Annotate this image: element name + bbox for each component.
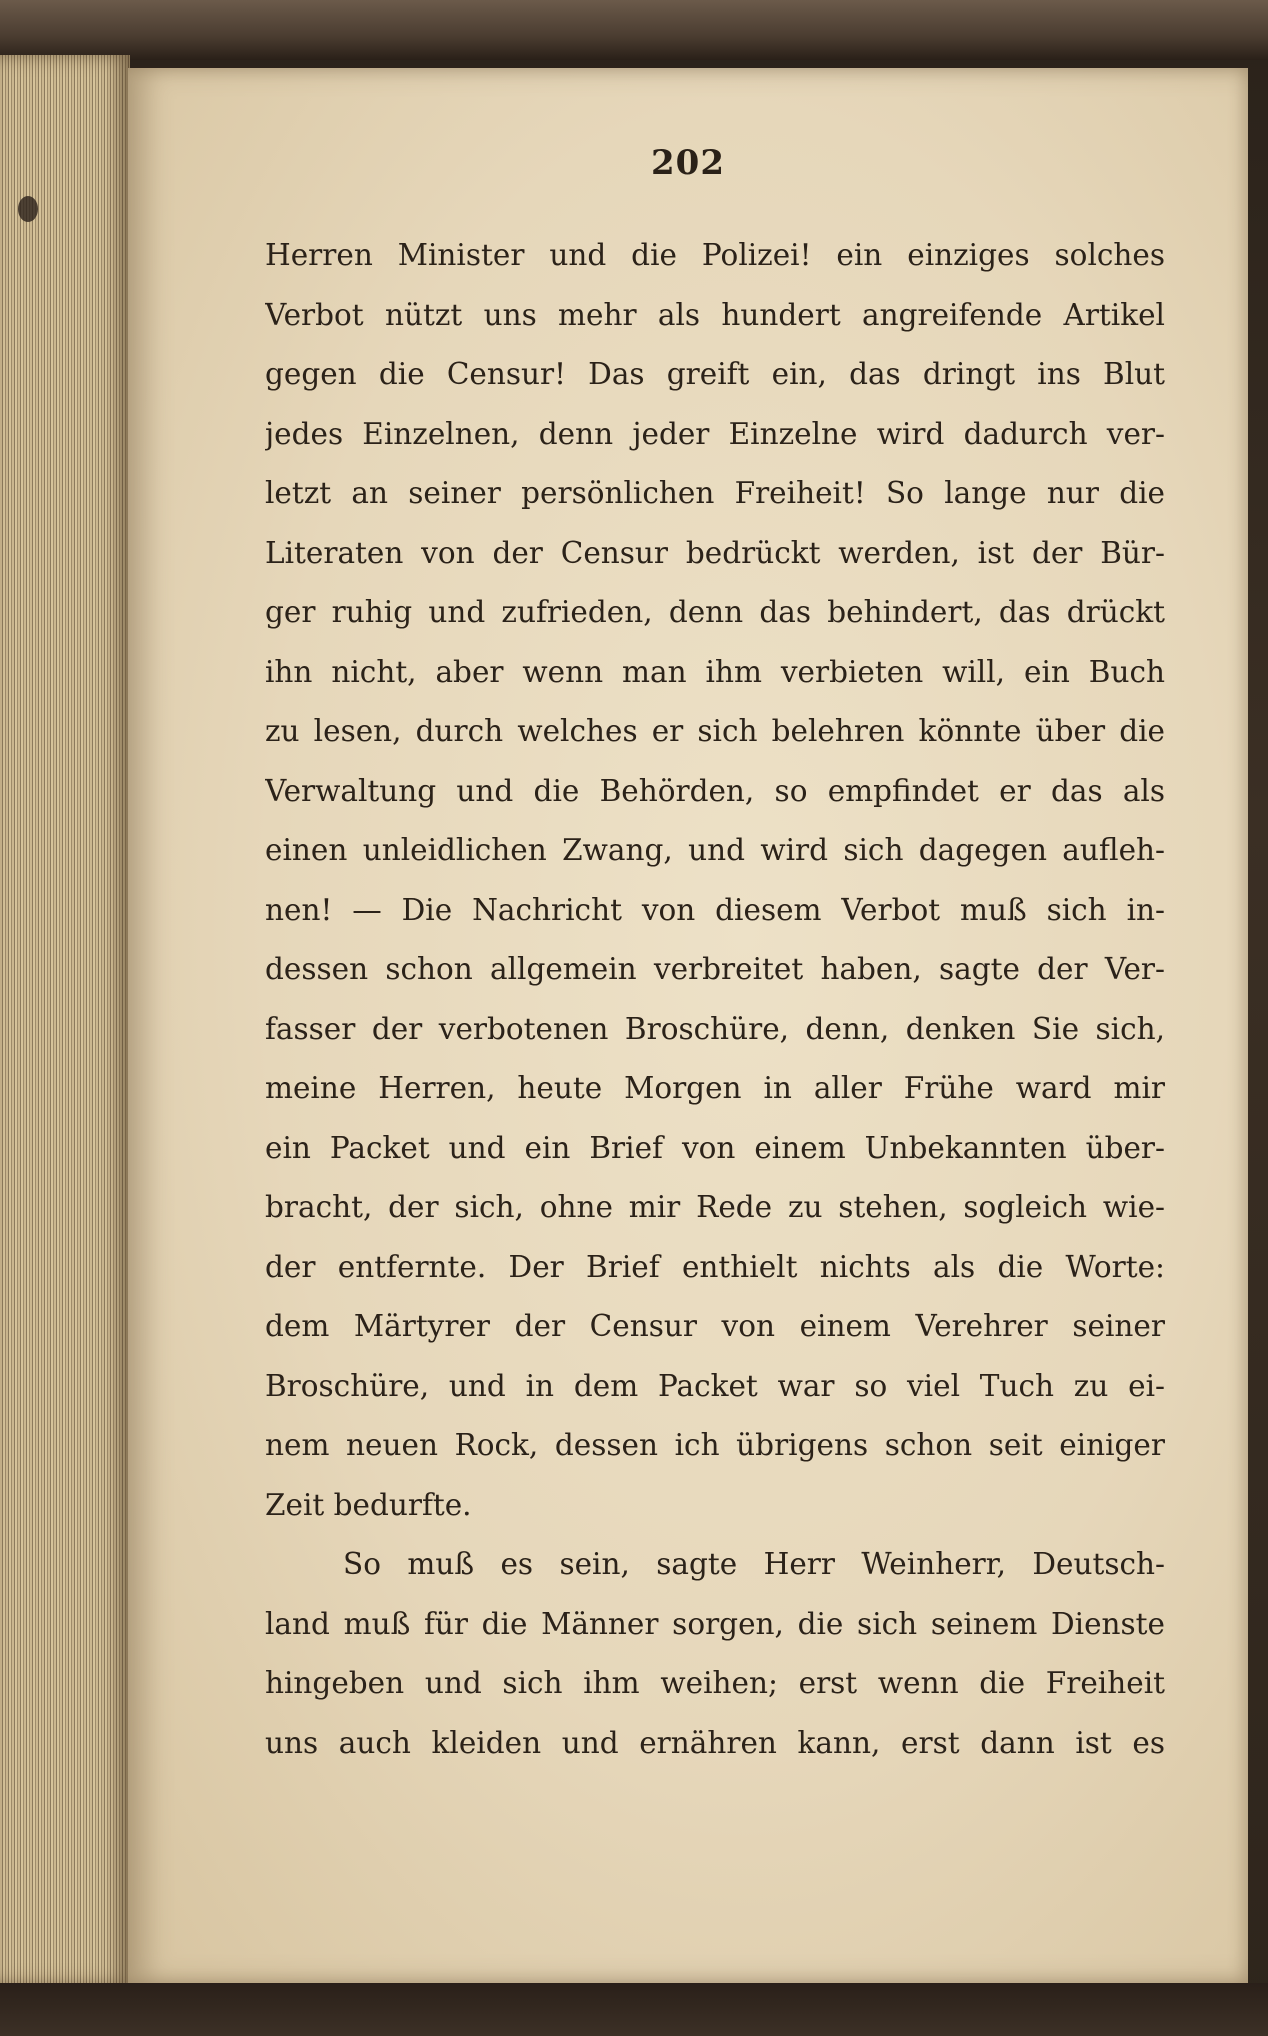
text-line: der entfernte. Der Brief enthielt nichts als die Worte:	[265, 1249, 1165, 1284]
page-text	[265, 226, 1165, 1773]
text-line: Verwaltung und die Behörden, so empfindet er das als	[265, 773, 1165, 808]
text-line: Literaten von der Censur bedrückt werden, ist der Bür-	[265, 535, 1165, 570]
text-line: meine Herren, heute Morgen in aller Frühe ward mir	[265, 1071, 1165, 1105]
text-line: dessen schon allgemein verbreitet haben, sagte der Ver-	[265, 952, 1165, 986]
text-line: gegen die Censur! Das greift ein, das dringt ins Blut	[265, 357, 1165, 391]
page-edges	[0, 55, 130, 1985]
text-line: uns auch kleiden und ernähren kann, erst dann ist es	[265, 1725, 1165, 1760]
book-cover-top	[0, 0, 1268, 60]
text-line: Verbot nützt uns mehr als hundert angreifende Artikel	[265, 297, 1165, 332]
text-line: dem Märtyrer der Censur von einem Verehrer seiner	[265, 1309, 1165, 1343]
text-line: hingeben und sich ihm weihen; erst wenn die Freiheit	[265, 1666, 1165, 1700]
paragraph-end-line: Zeit bedurfte.	[265, 1487, 472, 1522]
text-line: nem neuen Rock, dessen ich übrigens schon seit einiger	[265, 1428, 1165, 1462]
text-line: jedes Einzelnen, denn jeder Einzelne wird dadurch ver-	[265, 416, 1165, 451]
text-line: nen! — Die Nachricht von diesem Verbot muß sich in-	[265, 892, 1165, 927]
book-bottom-edge	[0, 1983, 1268, 2036]
text-line: ein Packet und ein Brief von einem Unbekannten über-	[265, 1130, 1165, 1165]
text-line: letzt an seiner persönlichen Freiheit! So lange nur die	[265, 476, 1165, 510]
text-line: zu lesen, durch welches er sich belehren könnte über die	[265, 714, 1165, 748]
text-line: Broschüre, und in dem Packet war so viel Tuch zu ei-	[265, 1368, 1165, 1403]
text-line: bracht, der sich, ohne mir Rede zu stehen, sogleich wie-	[265, 1190, 1165, 1224]
page-number: 202	[651, 143, 725, 183]
text-line: land muß für die Männer sorgen, die sich seinem Dienste	[265, 1606, 1165, 1641]
text-line: einen unleidlichen Zwang, und wird sich dagegen aufleh-	[265, 833, 1165, 867]
paragraph-start-line: So muß es sein, sagte Herr Weinherr, Deutsch-	[343, 1547, 1165, 1581]
text-line: Herren Minister und die Polizei! ein einziges solches	[265, 238, 1165, 272]
text-line: ger ruhig und zufrieden, denn das behindert, das drückt	[265, 595, 1165, 629]
book-page	[128, 68, 1248, 1983]
ink-blot	[18, 196, 38, 222]
text-line: fasser der verbotenen Broschüre, denn, denken Sie sich,	[265, 1011, 1165, 1046]
text-line: ihn nicht, aber wenn man ihm verbieten will, ein Buch	[265, 654, 1165, 689]
